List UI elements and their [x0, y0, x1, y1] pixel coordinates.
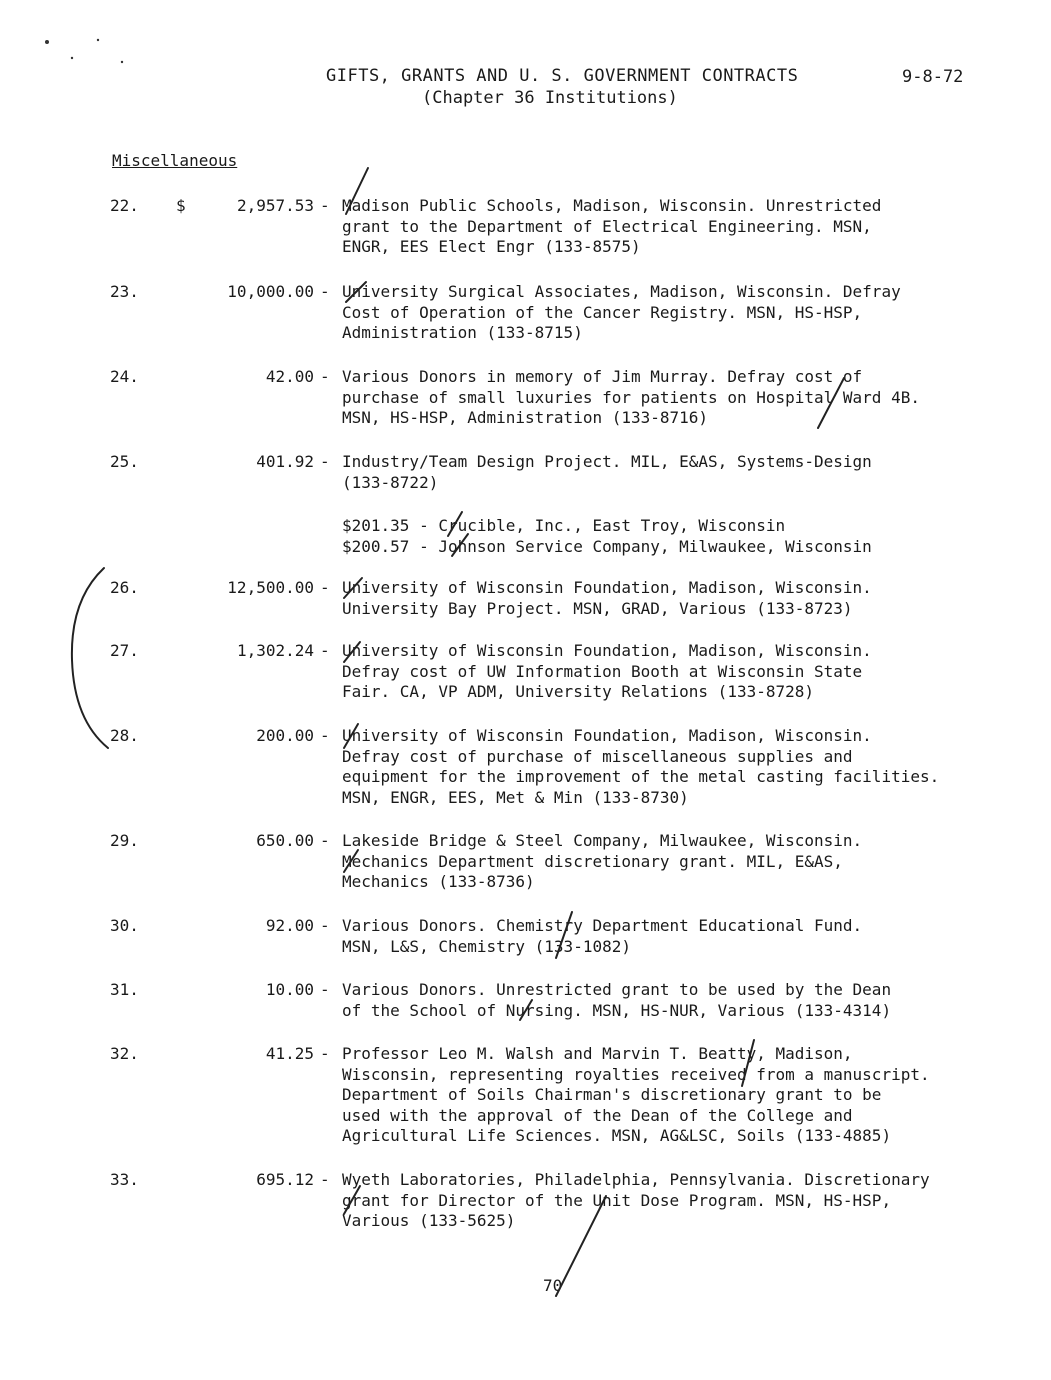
- entry-amount: 1,302.24: [236, 641, 314, 660]
- entry-number: 22.: [110, 196, 139, 215]
- entry-amount: 12,500.00: [227, 578, 314, 597]
- entry-dash: -: [320, 1170, 330, 1189]
- entry-number: 30.: [110, 916, 139, 935]
- entry-number: 29.: [110, 831, 139, 850]
- desc-line: MSN, L&S, Chemistry (133-1082): [342, 936, 631, 956]
- desc-line: Mechanics (133-8736): [342, 872, 535, 892]
- desc-line: Fair. CA, VP ADM, University Relations (133-8728): [342, 682, 815, 702]
- entry-number: 23.: [110, 282, 139, 301]
- dollar-sign: $: [176, 196, 186, 215]
- check-mark-icon: [344, 724, 358, 748]
- desc-line: Madison Public Schools, Madison, Wisconsin. Unrestricted: [342, 196, 882, 215]
- desc-line: grant for Director of the Unit Dose Program. MSN, HS-HSP,: [342, 1190, 892, 1210]
- entry-amount: 650.00: [256, 831, 314, 850]
- entry-number: 31.: [110, 980, 139, 999]
- check-mark-icon: [742, 1040, 754, 1086]
- desc-line: MSN, HS-HSP, Administration (133-8716): [342, 408, 709, 428]
- desc-line: University Surgical Associates, Madison, Wisconsin. Defray: [342, 282, 901, 301]
- check-mark-icon: [556, 912, 572, 958]
- desc-line: Industry/Team Design Project. MIL, E&AS, Systems-Design: [342, 452, 872, 471]
- entry-amount: 695.12: [256, 1170, 314, 1189]
- desc-line: Department of Soils Chairman's discretionary grant to be: [342, 1085, 882, 1105]
- entry-dash: -: [320, 196, 330, 215]
- check-mark-icon: [346, 282, 366, 302]
- desc-line: Professor Leo M. Walsh and Marvin T. Beatty, Madison,: [342, 1044, 853, 1063]
- sub-item: $200.57 - Johnson Service Company, Milwaukee, Wisconsin: [342, 537, 872, 556]
- desc-line: Various (133-5625): [342, 1211, 516, 1231]
- sub-item: $201.35 - Crucible, Inc., East Troy, Wisconsin: [342, 516, 786, 535]
- desc-line: Various Donors in memory of Jim Murray. Defray cost of: [342, 367, 863, 386]
- desc-line: Cost of Operation of the Cancer Registry. MSN, HS-HSP,: [342, 302, 863, 322]
- desc-line: University of Wisconsin Foundation, Madison, Wisconsin.: [342, 641, 872, 660]
- desc-line: equipment for the improvement of the metal casting facilities.: [342, 767, 940, 787]
- entry-amount: 401.92: [256, 452, 314, 471]
- entry-amount: 10,000.00: [227, 282, 314, 301]
- scan-specks: [45, 39, 123, 63]
- desc-line: Mechanics Department discretionary grant. MIL, E&AS,: [342, 851, 843, 871]
- bracket-mark: [72, 568, 108, 748]
- desc-line: used with the approval of the Dean of the College and: [342, 1105, 853, 1125]
- desc-line: Defray cost of UW Information Booth at Wisconsin State: [342, 661, 863, 681]
- check-mark-icon: [520, 1000, 532, 1020]
- check-mark-icon: [556, 1196, 606, 1296]
- check-mark-icon: [818, 378, 844, 428]
- check-mark-icon: [346, 168, 368, 214]
- entry-number: 28.: [110, 726, 139, 745]
- desc-line: Agricultural Life Sciences. MSN, AG&LSC, Soils (133-4885): [342, 1126, 892, 1146]
- entry-dash: -: [320, 916, 330, 935]
- header-subtitle: (Chapter 36 Institutions): [422, 88, 678, 108]
- entry-dash: -: [320, 641, 330, 660]
- desc-line: ENGR, EES Elect Engr (133-8575): [342, 237, 641, 257]
- check-mark-icon: [344, 1186, 360, 1214]
- desc-line: University of Wisconsin Foundation, Madison, Wisconsin.: [342, 578, 872, 597]
- desc-line: University of Wisconsin Foundation, Madison, Wisconsin.: [342, 726, 872, 745]
- entry-amount: 200.00: [256, 726, 314, 745]
- entry-amount: 10.00: [265, 980, 314, 999]
- entry-amount: 92.00: [265, 916, 314, 935]
- entry-number: 27.: [110, 641, 139, 660]
- desc-line: Lakeside Bridge & Steel Company, Milwaukee, Wisconsin.: [342, 831, 863, 850]
- desc-line: University Bay Project. MSN, GRAD, Various (133-8723): [342, 598, 853, 618]
- check-mark-icon: [344, 642, 360, 662]
- desc-line: Defray cost of purchase of miscellaneous supplies and: [342, 746, 853, 766]
- entry-dash: -: [320, 282, 330, 301]
- header-title: GIFTS, GRANTS AND U. S. GOVERNMENT CONTRACTS: [326, 66, 799, 86]
- desc-line: grant to the Department of Electrical Engineering. MSN,: [342, 216, 872, 236]
- entry-amount: 41.25: [265, 1044, 314, 1063]
- entry-dash: -: [320, 452, 330, 471]
- entry-number: 26.: [110, 578, 139, 597]
- entry-number: 24.: [110, 367, 139, 386]
- check-mark-icon: [452, 534, 468, 556]
- header-date: 9-8-72: [902, 67, 964, 87]
- entry-dash: -: [320, 578, 330, 597]
- entry-number: 32.: [110, 1044, 139, 1063]
- entry-amount: 2,957.53: [236, 196, 314, 215]
- desc-line: Wyeth Laboratories, Philadelphia, Pennsylvania. Discretionary: [342, 1170, 930, 1189]
- entry-dash: -: [320, 980, 330, 999]
- entry-number: 25.: [110, 452, 139, 471]
- page-number: 70: [543, 1276, 563, 1295]
- check-mark-icon: [344, 850, 358, 872]
- section-title: Miscellaneous: [112, 151, 238, 170]
- entry-dash: -: [320, 831, 330, 850]
- desc-line: of the School of Nursing. MSN, HS-NUR, Various (133-4314): [342, 1000, 892, 1020]
- desc-line: (133-8722): [342, 472, 439, 492]
- check-mark-icon: [344, 578, 362, 598]
- check-mark-icon: [448, 512, 462, 536]
- entry-amount: 42.00: [265, 367, 314, 386]
- entry-dash: -: [320, 367, 330, 386]
- desc-line: Various Donors. Unrestricted grant to be used by the Dean: [342, 980, 892, 999]
- desc-line: Administration (133-8715): [342, 323, 583, 343]
- desc-line: Wisconsin, representing royalties received from a manuscript.: [342, 1064, 930, 1084]
- desc-line: MSN, ENGR, EES, Met & Min (133-8730): [342, 787, 689, 807]
- entry-number: 33.: [110, 1170, 139, 1189]
- entry-dash: -: [320, 726, 330, 745]
- entry-dash: -: [320, 1044, 330, 1063]
- desc-line: purchase of small luxuries for patients on Hospital Ward 4B.: [342, 387, 920, 407]
- desc-line: Various Donors. Chemistry Department Educational Fund.: [342, 916, 863, 935]
